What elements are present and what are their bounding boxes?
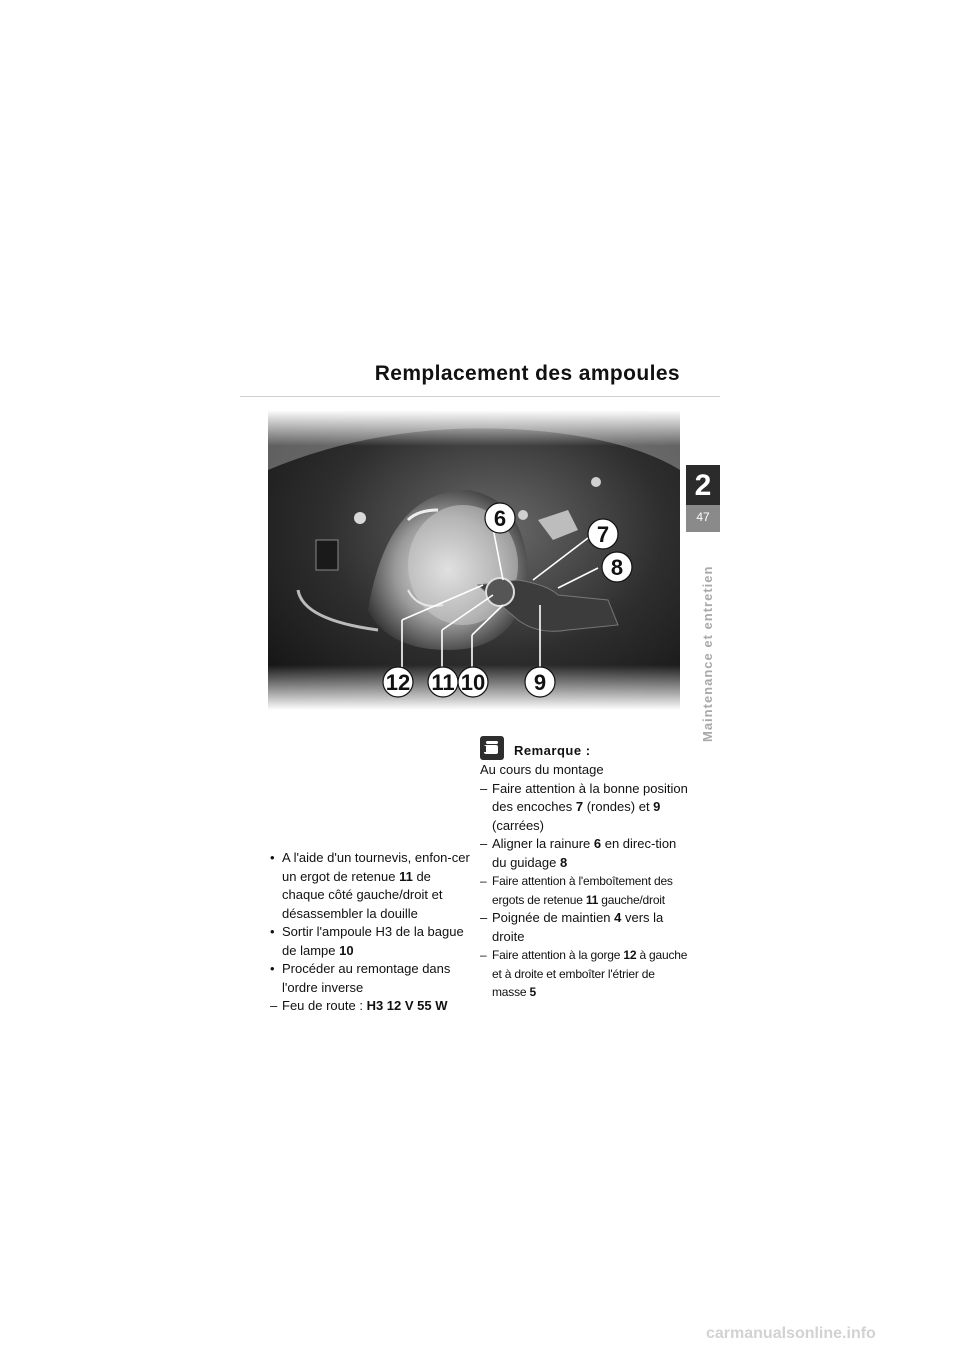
reference-number: 9 xyxy=(653,799,661,814)
chapter-number: 2 xyxy=(686,465,720,505)
list-text: Sortir l'ampoule H3 de la bague de lampe xyxy=(282,924,464,958)
headlight-photo xyxy=(268,410,680,710)
callout-10: 10 xyxy=(460,670,486,695)
list-item xyxy=(480,872,690,909)
reference-number: 11 xyxy=(399,868,413,884)
list-text: Poignée de maintien xyxy=(492,910,615,925)
list-item xyxy=(270,997,475,1016)
list-marker: – xyxy=(480,910,488,925)
list-text: en direc-tion du guidage xyxy=(492,836,677,870)
list-text: de chaque côté gauche/droit et désassembler la douille xyxy=(282,868,443,921)
list-text: (carrées) xyxy=(492,817,545,833)
list-item xyxy=(270,849,475,923)
callout-12: 12 xyxy=(385,670,411,695)
page-title: Remplacement des ampoules xyxy=(374,362,680,385)
list-marker: • xyxy=(270,850,275,865)
reference-number: 5 xyxy=(529,985,536,999)
callout-6: 6 xyxy=(493,506,507,531)
list-text: Procéder au remontage dans l'ordre inverse xyxy=(282,961,451,995)
note-hand-icon xyxy=(480,736,504,760)
list-item xyxy=(480,835,690,872)
list-marker: – xyxy=(480,874,487,888)
callout-7: 7 xyxy=(596,522,610,547)
reference-number: H3 12 V 55 W xyxy=(366,998,448,1013)
note-header xyxy=(480,730,690,760)
note-block xyxy=(480,730,690,1002)
list-marker: • xyxy=(270,924,275,939)
callout-8: 8 xyxy=(610,555,624,580)
list-text: gauche/droit xyxy=(598,892,665,907)
list-marker: – xyxy=(480,948,487,962)
reference-number: 8 xyxy=(559,854,568,870)
list-item xyxy=(270,923,475,960)
callout-11: 11 xyxy=(431,670,455,695)
list-item xyxy=(270,960,475,997)
note-intro: Au cours du montage xyxy=(480,762,604,777)
list-text: Faire attention à la gorge xyxy=(492,948,624,962)
reference-number: 11 xyxy=(585,892,599,907)
watermark: carmanualsonline.info xyxy=(706,1325,876,1342)
list-text: à gauche et à droite et emboîter l'étrier de masse xyxy=(492,948,688,999)
page-number: 47 xyxy=(686,505,720,532)
reference-number: 6 xyxy=(593,836,602,851)
reference-number: 12 xyxy=(623,948,637,962)
list-marker: – xyxy=(480,836,488,851)
list-marker: • xyxy=(270,961,275,976)
list-item xyxy=(480,780,690,836)
list-item xyxy=(480,946,690,1002)
list-marker: – xyxy=(270,998,278,1013)
list-marker: – xyxy=(480,780,488,796)
left-column xyxy=(270,849,475,1016)
callout-9: 9 xyxy=(533,670,547,695)
list-text: A l'aide d'un tournevis, enfon-cer un ergot de retenue xyxy=(282,850,470,884)
reference-number: 4 xyxy=(614,910,622,925)
list-text: Faire attention à l'emboîtement des ergots de retenue xyxy=(492,874,673,907)
list-text: (rondes) et xyxy=(583,799,654,814)
note-items xyxy=(480,780,690,1002)
reference-number: 7 xyxy=(575,799,584,814)
list-text: Faire attention à la bonne position des encoches xyxy=(492,780,688,814)
list-item xyxy=(480,909,690,946)
title-divider xyxy=(240,396,720,397)
list-text: Aligner la rainure xyxy=(492,836,594,851)
list-text: vers la droite xyxy=(492,910,664,944)
note-title: Remarque : xyxy=(514,742,591,758)
reference-number: 10 xyxy=(339,942,354,958)
list-text: Feu de route : xyxy=(282,998,367,1013)
section-label: Maintenance et entretien xyxy=(700,565,715,742)
